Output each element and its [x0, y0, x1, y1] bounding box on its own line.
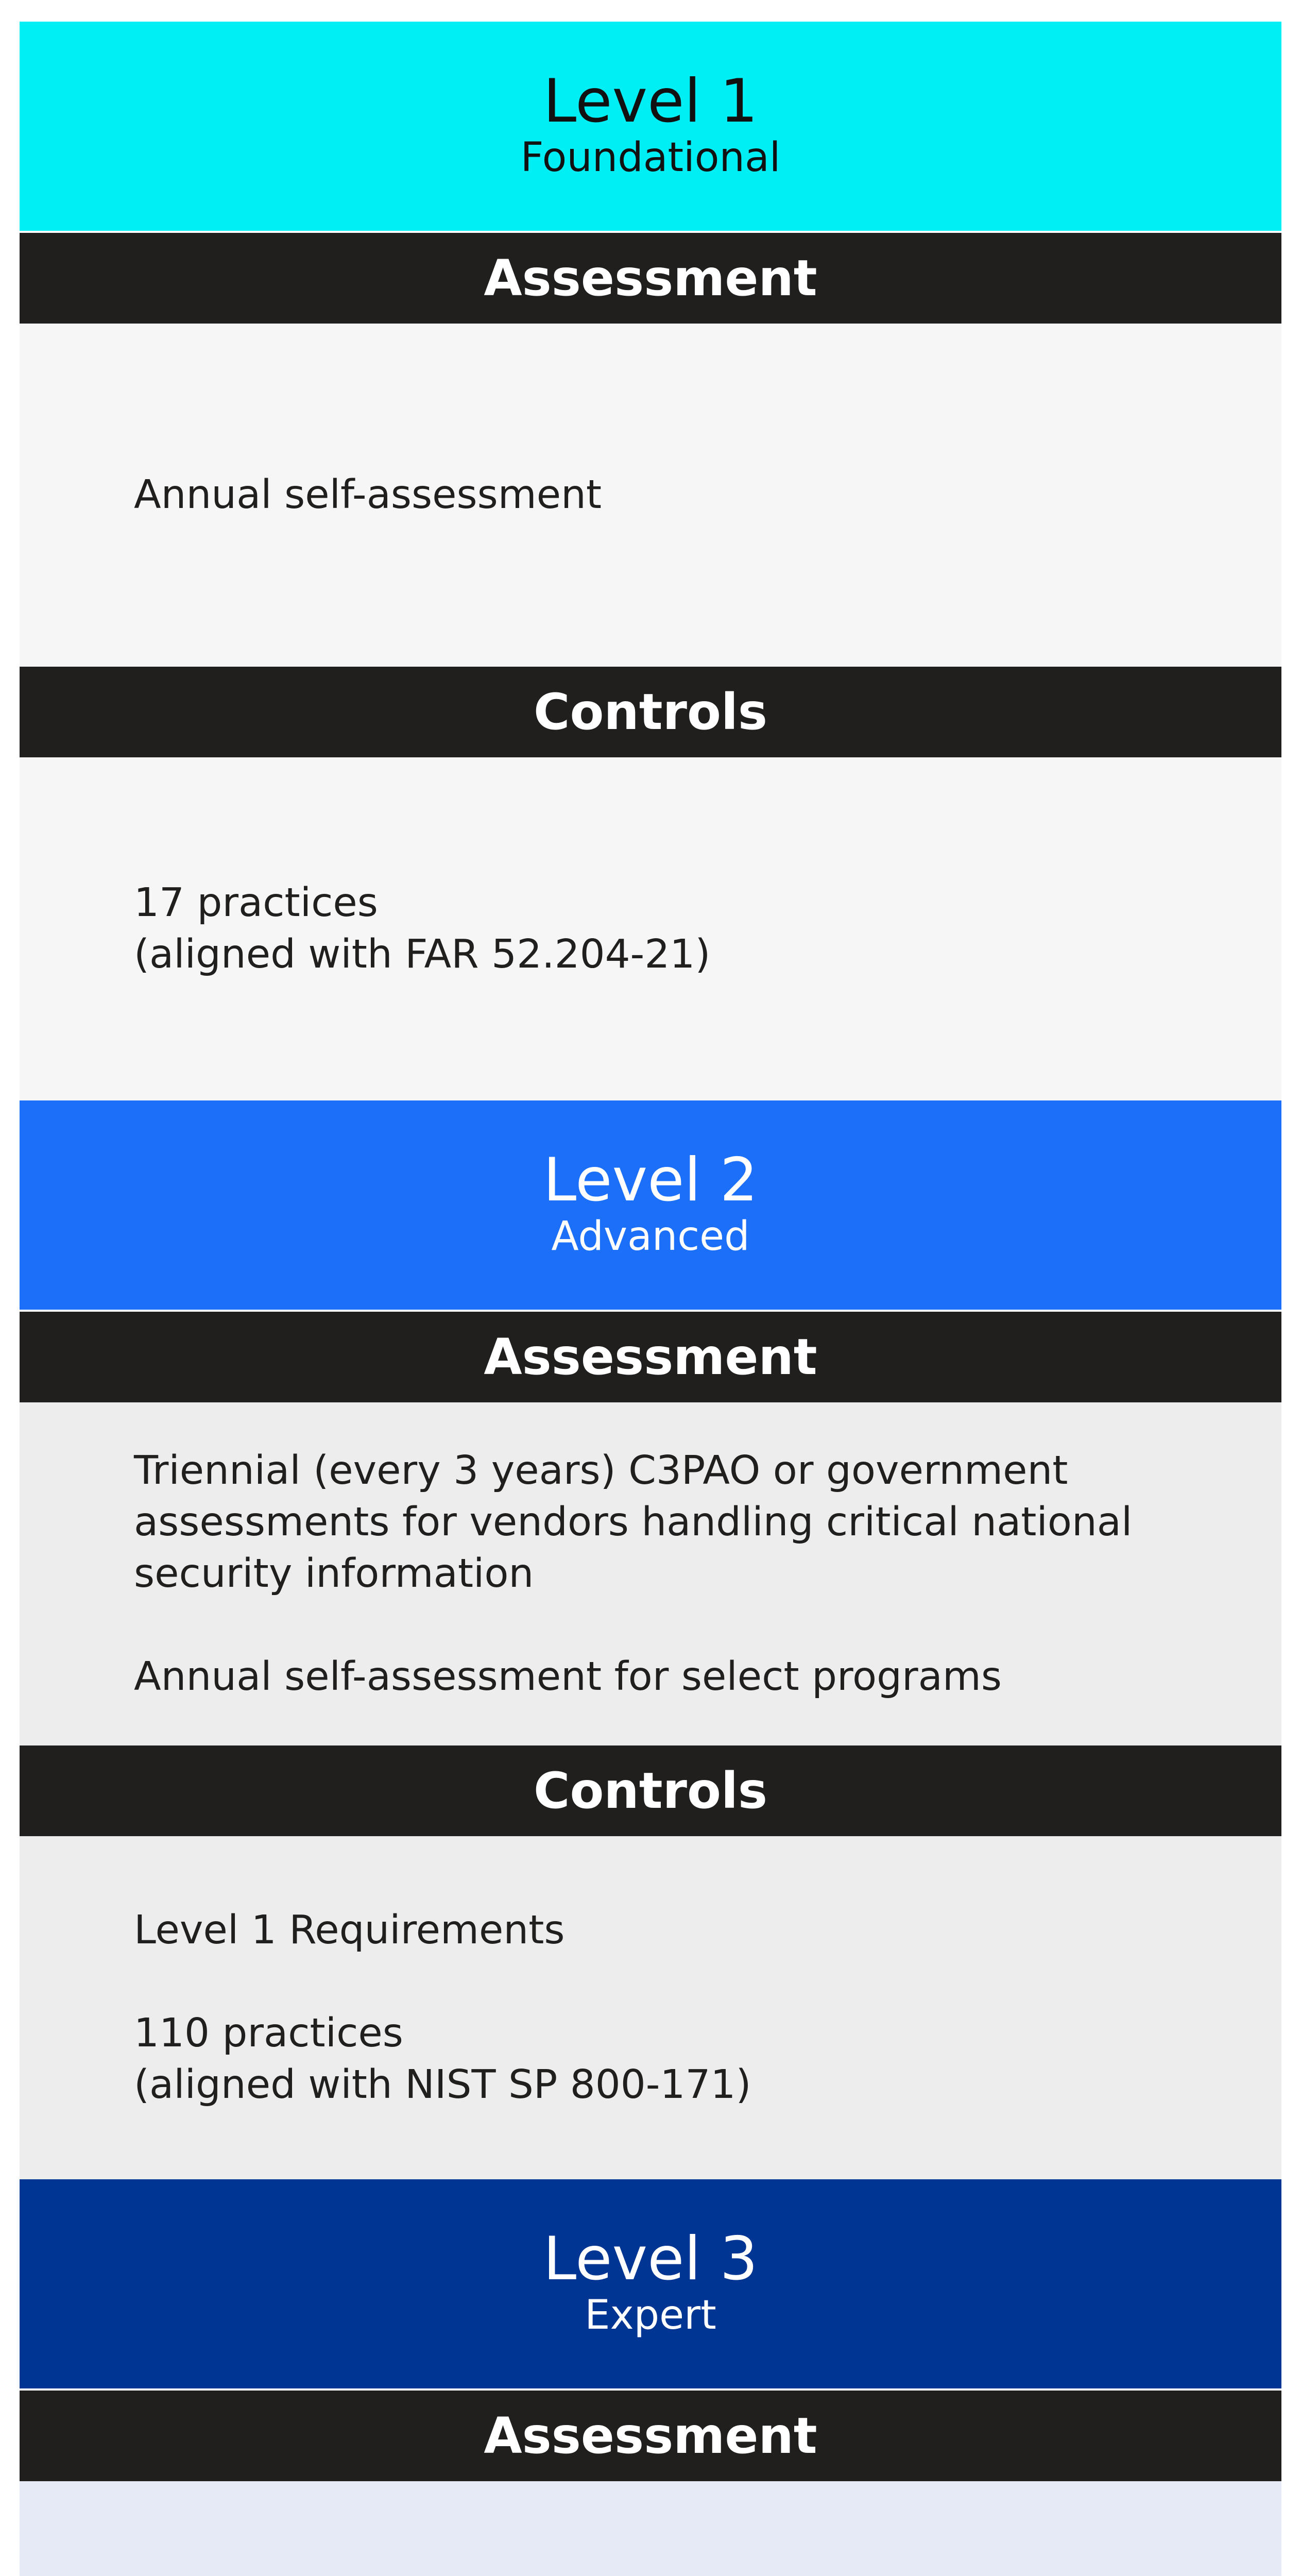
level-2-subtitle: Advanced [551, 1213, 750, 1260]
level-2-title: Level 2 [543, 1145, 758, 1215]
level-2-assessment-heading: Assessment [20, 1312, 1281, 1402]
level-1-assessment-heading: Assessment [20, 233, 1281, 324]
level-2-block [20, 1100, 1281, 2179]
level-2-assessment-content [20, 1402, 1281, 1745]
level-1-assessment-text: Annual self-assessment [134, 472, 602, 518]
level-3-assessment-heading: Assessment [20, 2391, 1281, 2481]
level-1-title: Level 1 [543, 66, 758, 137]
level-1-block [20, 22, 1281, 1100]
level-2-controls-text-2: 110 practices (aligned with NIST SP 800-171) [134, 2010, 751, 2108]
cmmc-levels-infographic [20, 22, 1281, 2576]
level-2-controls-heading: Controls [20, 1745, 1281, 1836]
level-1-controls-content [20, 757, 1281, 1100]
level-2-controls-content [20, 1836, 1281, 2179]
level-1-header [20, 22, 1281, 231]
level-2-assessment-text-1: Triennial (every 3 years) C3PAO or government assessments for vendors handling critical national security information [134, 1448, 1133, 1597]
level-1-controls-text: 17 practices (aligned with FAR 52.204-21) [134, 880, 711, 977]
level-2-header [20, 1100, 1281, 1310]
level-3-title: Level 3 [543, 2224, 758, 2294]
level-1-assessment-content [20, 324, 1281, 667]
level-3-header [20, 2179, 1281, 2388]
level-3-assessment-content [20, 2481, 1281, 2576]
level-3-block [20, 2179, 1281, 2576]
level-2-assessment-text-2: Annual self-assessment for select programs [134, 1654, 1002, 1700]
level-2-controls-text-1: Level 1 Requirements [134, 1907, 565, 1953]
level-1-controls-heading: Controls [20, 667, 1281, 757]
level-1-subtitle: Foundational [520, 134, 781, 181]
level-3-subtitle: Expert [585, 2292, 716, 2339]
